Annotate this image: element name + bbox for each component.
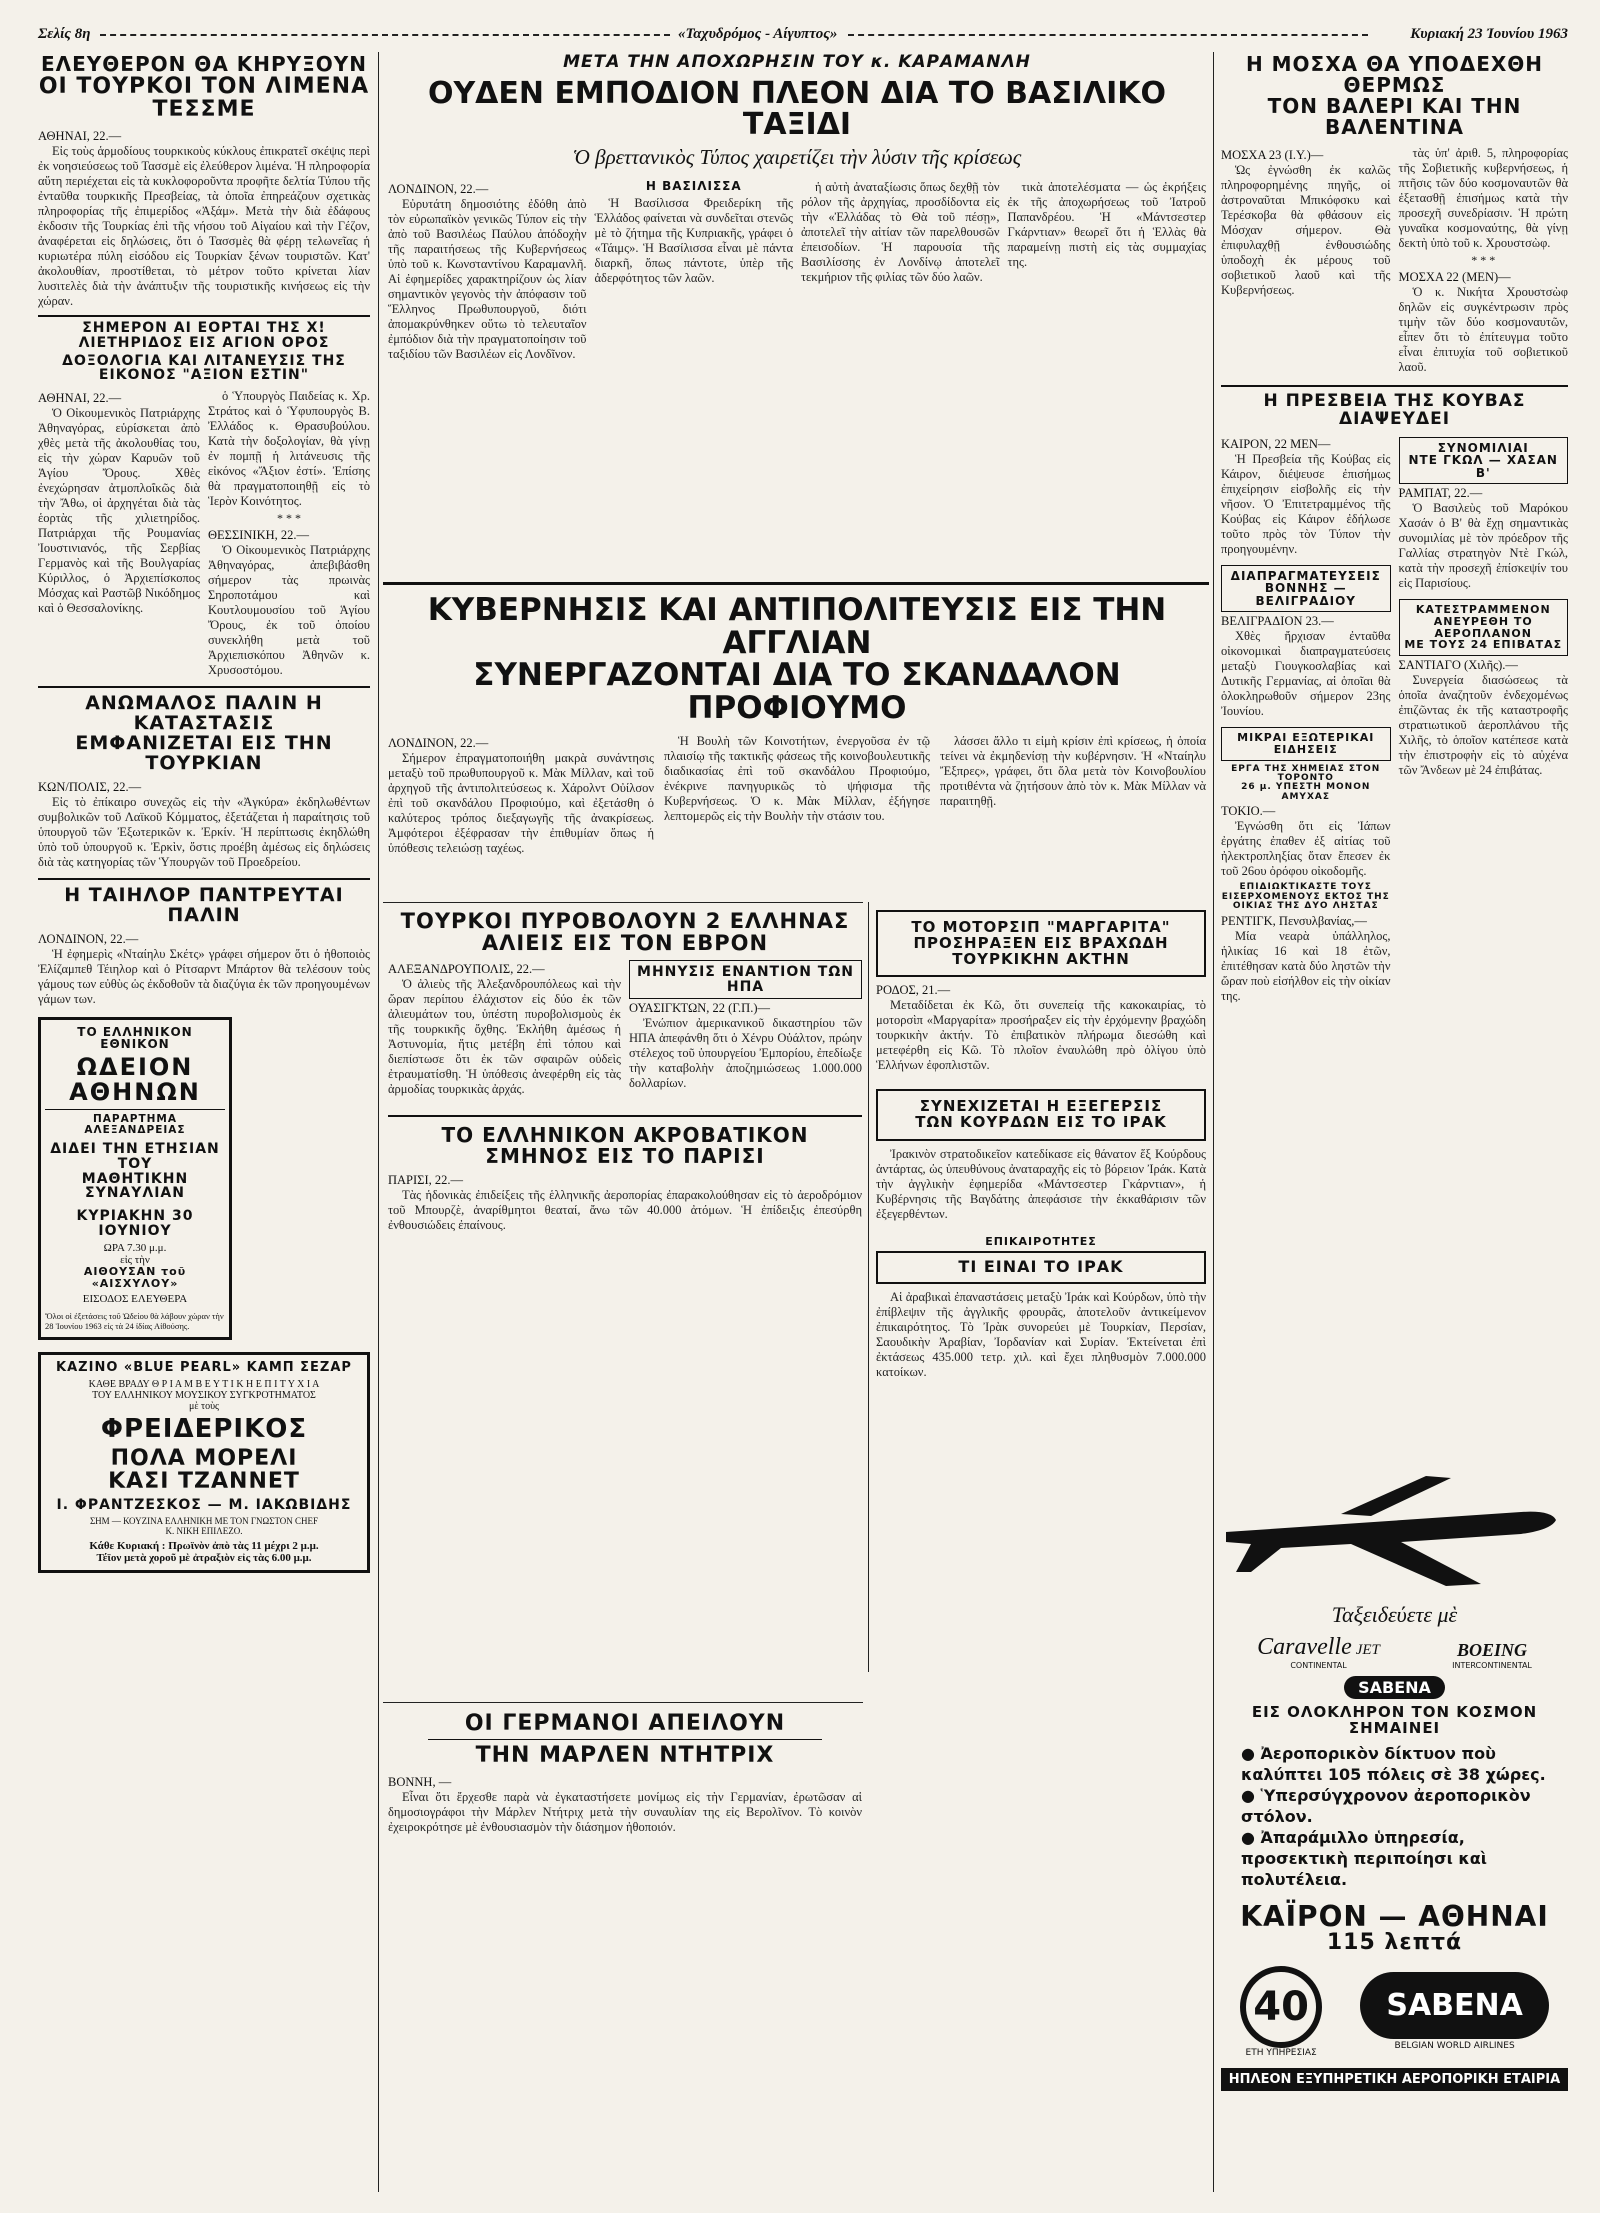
article-headline: ΕΛΕΥΘΕΡΟΝ ΘΑ ΚΗΡΥΞΟΥΝ <box>41 54 367 76</box>
article-text: λάσσει ἄλλο τι εἰμὴ κρίσιν ἐπὶ κρίσεως, ἡ ὁποία τείνει νὰ ἐκμηδενίσῃ τὴν κυβέρνησιν. Ἡ «Νταίηλυ Ἔξπρες», γράφει, ὅτι ὅλα μετὰ τὸν Κοινοβουλίου προτιθέντα νὰ ζητήσουν ἀπὸ τὸν κ. Μὰκ Μίλλαν νὰ παραιτηθῇ. <box>940 734 1206 809</box>
article-text: Εἰς τοὺς ἁρμοδίους τουρκικοὺς κύκλους ἐπικρατεῖ σκέψις περὶ ἐκ νοησιεύσεως τοῦ Τασσμὲ εἰς ἐλεύθερον λιμένα. Ἡ πληροφορία αὕτη περιέχεται εἰς τὰ κυκλοφοροῦντα προφῆτε δελτία Τύπου τῆς ἐνταῦθα τουρκικῆς Πρεσβείας, τὰ ὁποῖα ἐπηρεάζουν σχετικὰς πληροφορίας τῆς ἐπιμερίδος «Ἀξάμ». Μετὰ τὴν διὰ ἐδάφους ἐκδοσιν τῆς Τουρκίας ἐπὶ τῆς νήσου τοῦ Αἰγαίου καὶ τὴν Γέζον, ἀναφέρεται εἰς δηλώσεις, ὅτι ὁ Τασσμὲς θὰ φέρῃ τελωνεῖας ἡ κυριωτέρα πύλη εἰσόδου εἰς Τουρκίαν ξένων τουριστῶν. Κατ' ἀκολουθίαν, προστίθεται, τὸ μέτρον τοῦτο κρίνεται λίαν λυσιτελὲς διὰ τὴν ἀνάπτυξιν τῆς τουριστικῆς κινήσεως εἰς τὴν χώραν. <box>38 144 370 309</box>
dateline: ΚΩΝ/ΠΟΛΙΣ, 22.— <box>38 779 142 794</box>
ad-footer: ΗΠΛΕΟΝ ΕΞΥΠΗΡΕΤΙΚΗ ΑΕΡΟΠΟΡΙΚΗ ΕΤΑΙΡΙΑ <box>1221 2068 1568 2091</box>
article-headline: ΒΟΝΝΗΣ — ΒΕΛΙΓΡΑΔΙΟΥ <box>1255 581 1356 608</box>
article-headline: ΣΜΗΝΟΣ ΕΙΣ ΤΟ ΠΑΡΙΣΙ <box>485 1144 765 1169</box>
issue-date: Κυριακή 23 Ἰουνίου 1963 <box>1410 26 1568 42</box>
dateline: ΡΑΜΠΑΤ, 22.— <box>1398 486 1483 501</box>
article-text: Ἰρακινὸν στρατοδικεῖον κατεδίκασε εἰς θάνατον ἕξ Κούρδους ἀντάρτας, ὡς ὑπευθύνους ἀναταραχῆς εἰς τὸ βόρειον Ἰράκ. Κατὰ τὴν ἀγγλικὴν ἐφημερίδα «Μάντσεστερ Γκάρντιαν», ἡ Κυβέρνησις τῆς Βαγδάτης ἀπεφάσισε τὴν ἐκκαθάρισιν τῶν ἐξεγερθέντων. <box>876 1146 1206 1221</box>
newspaper-page <box>38 22 1568 2192</box>
dateline: ΚΑΙΡΟΝ, 22 ΜΕΝ— <box>1221 436 1331 451</box>
boeing-wordmark: BOEING <box>1456 1640 1527 1660</box>
dateline: ΜΟΣΧΑ 22 (ΜΕΝ)— <box>1398 270 1511 284</box>
article-text: ἡ αὐτὴ ἀναταξίωσις ὅπως δεχθῇ τὸν ρόλον τῆς ἀρχηγίας, προσδίδοντα εἰς τὴν «Ἐλλάδας τὸ Θὰ τοῦ πέσῃ», ἀποτελεῖ τὴν αἰτίαν τῶν παρελθουσῶν ἐπεισοδίων. Ἡ παρουσία τῆς Βασιλίσσης ἐν Λονδίνῳ ἀποτελεῖ τεκμήριον τῆς φιλίας τῶν δύο λαῶν. <box>801 179 1000 284</box>
article-headline: ΣΥΝΕΡΓΑΖΟΝΤΑΙ ΔΙΑ ΤΟ ΣΚΑΝΔΑΛΟΝ ΠΡΟΦΙΟΥΜΟ <box>473 657 1121 726</box>
list-item: ● Ὑπερσύγχρονον ἀεροπορικὸν στόλον. <box>1241 1785 1568 1827</box>
kicker: ΕΠΙΚΑΙΡΟΤΗΤΕΣ <box>985 1234 1097 1248</box>
article-text: Ὁ Βασιλεὺς τοῦ Μαρόκου Χασάν ὁ Β' θὰ ἔχῃ σημαντικὰς συνομιλίας μὲ τὸν πρόεδρον τῆς Γαλλίας στρατηγὸν Ντὲ Γκώλ, κατὰ τὴν προσεχῆ ἐπίσκεψίν του εἰς Παρισίους. <box>1398 501 1568 591</box>
center-dietrich-article <box>388 1712 862 2192</box>
dateline: ΑΘΗΝΑΙ, 22.— <box>38 390 122 405</box>
dateline: ΡΕΝΤΙΓΚ, Πενσυλβανίας,— <box>1221 913 1367 928</box>
article-text: Εἰς τὸ ἐπίκαιρο συνεχῶς εἰς τὴν «Ἀγκύρα» ἐκδηλωθέντων συμβολικῶν τοῦ Λαϊκοῦ Κόμματος, ἐξετάζεται ἡ παραίτησις τοῦ ὑπουργοῦ τῶν Ἐξωτερικῶν κ. Ἐρκίν. Ἡ περίπτωσις ἐκηδλώθη ὑπὸ τοῦ ὑπουργοῦ κ. Ἐρκὶν, ὅστις προέβη ἀμέσως εἰς δηλώσεις διὰ τὰς κατηγορίας τῶν Ὑπουργῶν τοῦ Προεδρείου. <box>38 794 370 869</box>
article-text: Ὁ Οἰκουμενικὸς Πατριάρχης Ἀθηναγόρας, ἀπεβιβάσθη σήμερον τὰς πρωινὰς Σηροποτάμου καὶ Κουτλουμουσίου τοῦ Ἁγίου Ὄρους, ἐκ τοῦ ὁποίου συνεκλήθη μετὰ τοῦ Ἀρχιεπισκόπου Ἀθηνῶν κ. Χρυσοστόμου. <box>208 542 370 677</box>
ad-blue-pearl: ΚΑΖΙΝΟ «BLUE PEARL» ΚΑΜΠ ΣΕΖΑΡ ΚΑΘΕ ΒΡΑΔΥ Θ Ρ Ι Α Μ Β Ε Υ Τ Ι Κ Η Ε Π Ι Τ Υ Χ Ι Α ΤΟΥ ΕΛΛΗΝΙΚΟΥ ΜΟΥΣΙΚΟΥ ΣΥΓΚΡΟΤΗΜΑΤΟΣ μὲ τοὺς ΦΡΕΙΔΕΡΙΚΟΣ ΠΟΛΑ ΜΟΡΕΛΙ ΚΑΣΙ ΤΖΑΝΝΕΤ Ι. ΦΡΑΝΤΖΕΣΚΟΣ — Μ. ΙΑΚΩΒΙΔΗΣ ΣΗΜ — ΚΟΥΖΙΝΑ ΕΛΛΗΝΙΚΗ ΜΕ ΤΟΝ ΓΝΩΣΤΟΝ CHEF Κ. ΝΙΚΗ ΕΠΙΛΕΖΟ. Κάθε Κυριακή : Πρωϊνὸν ἀπὸ τὰς 11 μέχρι 2 μ.μ. Τέϊον μετὰ χοροῦ μὲ ἀτραξιὸν εἰς τὰς 6.00 μ.μ. <box>38 1352 370 1573</box>
page-number: Σελίς 8η <box>38 26 91 42</box>
article-headline: ΜΗΝΥΣΙΣ ΕΝΑΝΤΙΟΝ ΤΩΝ ΗΠΑ <box>637 964 854 995</box>
article-text: Ὁ ἀλιεὺς τῆς Ἀλεξανδρουπόλεως καὶ τὴν ὥραν περίπου ἐλάχιστον εἰς δύο ἐκ τῶν ἀλιευμάτων του, ὑπέστη πυροβολισμοὺς ἐκ τῆς τουρκικῆς ὄχθης. Ἐκλήθη ἀμέσως ἡ Ἀστυνομία, ἥτις μετέβη ἐπὶ τόπου καὶ διεπίστωσε ὅτι ἐκ τῶν σφαιρῶν οὐδεὶς ἐτραυματίσθη. Ἡ ὑπόθεσις ἀνεφέρθη εἰς τὰς ἀρμοδίας τουρκικὰς ἀρχάς. <box>388 977 621 1097</box>
dateline: ΛΟΝΔΙΝΟΝ, 22.— <box>388 736 489 751</box>
dateline: ΣΑΝΤΙΑΓΟ (Χιλῆς).— <box>1398 657 1518 672</box>
sabena-logo: SABENA <box>1360 1972 1549 2039</box>
subhead: Η ΒΑΣΙΛΙΣΣΑ <box>645 178 742 193</box>
dateline: ΒΟΝΝΗ, — <box>388 1775 452 1790</box>
dateline: ΑΘΗΝΑΙ, 22.— <box>38 129 122 144</box>
ad-odeion: ΤΟ ΕΛΛΗΝΙΚΟΝ ΕΘΝΙΚΟΝ ΩΔΕΙΟΝ ΑΘΗΝΩΝ ΠΑΡΑΡΤΗΜΑ ΑΛΕΞΑΝΔΡΕΙΑΣ ΔΙΔΕΙ ΤΗΝ ΕΤΗΣΙΑΝ ΤΟΥ ΜΑΘΗΤΙΚΗΝ ΣΥΝΑΥΛΙΑΝ ΚΥΡΙΑΚΗΝ 30 ΙΟΥΝΙΟΥ ΩΡΑ 7.30 μ.μ. εἰς τὴν ΑΙΘΟΥΣΑΝ τοῦ «ΑΙΣΧΥΛΟΥ» ΕΙΣΟΔΟΣ ΕΛΕΥΘΕΡΑ Ὅλοι οἱ ἐξετάσεις τοῦ Ὠδείου θὰ λάβουν χώραν τὴν 28 Ἰουνίου 1963 εἰς τὰ 24 ἰδίας Αἰθούσης. <box>38 1017 232 1341</box>
subheadline: Ὁ βρεττανικὸς Τύπος χαιρετίζει τὴν λύσιν τῆς κρίσεως <box>572 144 1022 169</box>
list-item: ● Ἀεροπορικὸν δίκτυον ποὺ καλύπτει 105 πόλεις σὲ 38 χώρες. <box>1241 1743 1568 1785</box>
article-text: Ὁ Οἰκουμενικὸς Πατριάρχης Ἀθηναγόρας, εὑρίσκεται ἀπὸ χθὲς μετὰ τῆς ἀκολουθίας του, εἰς τὴν χώραν Καρυῶν τοῦ Ἁγίου Ὄρους. Χθὲς ἐνεχώρησαν ἀτμοπλοΐκῶς διὰ τὴν Ἄθω, οἱ ἀρχηγέται διὰ τὰς ἑορτὰς τῆς χιλιετηρίδος. Πατριάρχαι τῆς Ρουμανίας Ἰουστινιανός, τῆς Σερβίας Γερμανὸς καὶ τῆς Βουλγαρίας Κύριλλος, ὁ Ἀρχιεπίσκοπος Μόσχας καὶ Ραστῶβ Νικόδημος καὶ ὁ Θεσσαλονίκης. <box>38 405 200 615</box>
article-headline: ΚΥΒΕΡΝΗΣΙΣ ΚΑΙ ΑΝΤΙΠΟΛΙΤΕΥΣΙΣ ΕΙΣ ΤΗΝ ΑΓΓΛΙΑΝ <box>427 594 1167 661</box>
caravelle-wordmark: Caravelle <box>1257 1634 1352 1660</box>
article-headline: Η ΠΡΕΣΒΕΙΑ ΤΗΣ ΚΟΥΒΑΣ ΔΙΑΨΕΥΔΕΙ <box>1263 391 1526 429</box>
dateline: ΡΟΔΟΣ, 21.— <box>876 983 951 998</box>
article-headline: ΤΗΝ ΜΑΡΛΕΝ ΝΤΗΤΡΙΧ <box>475 1743 775 1769</box>
article-headline: ΣΥΝΕΧΙΖΕΤΑΙ Η ΕΞΕΓΕΡΣΙΣ <box>919 1097 1163 1116</box>
kicker: ΜΕΤΑ ΤΗΝ ΑΠΟΧΩΡΗΣΙΝ ΤΟΥ κ. ΚΑΡΑΜΑΝΛΗ <box>563 54 1031 72</box>
dateline: ΛΟΝΔΙΝΟΝ, 22.— <box>38 931 139 946</box>
article-text: Εἶναι ὅτι ἔρχεσθε παρὰ νὰ ἐγκαταστήσετε μονίμως εἰς τὴν Γερμανίαν, ἐρωτῶσαν αἱ δημοσιογράφοι τὴν Μάρλεν Ντήτριχ μετὰ τὴν συναυλίαν της εἰς Βερολῖνον. Τὸ κοινὸν ἐχειροκρότησε μὲ ἐνθουσιασμὸν τὴν διάσημον ἠθοποιόν. <box>388 1790 862 1835</box>
article-headline: ΣΥΝΟΜΙΛΙΑΙ <box>1437 440 1529 455</box>
jet-airplane-icon <box>1221 1472 1561 1592</box>
ad-title: Ταξειδεύετε μὲ <box>1331 1602 1458 1627</box>
article-text: Ἡ Πρεσβεία τῆς Κούβας εἰς Κάιρον, διέψευσε ἐπισήμως ἐπιχείρησιν εἰσβολῆς εἰς τὴν νῆσον. Ὁ Ἐπιτετραμμένος τῆς Κούβας εἰς Κάιρον ἐδήλωσε τοῦτο πρὸς τὸν Τύπον τὴν προηγουμένην. <box>1221 451 1391 556</box>
route: ΚΑΪΡΟΝ — ΑΘΗΝΑΙ <box>1240 1899 1549 1933</box>
article-headline: ΤΟ ΕΛΛΗΝΙΚΟΝ ΑΚΡΟΒΑΤΙΚΟΝ <box>441 1123 809 1148</box>
article-headline: ΤΙ ΕΙΝΑΙ ΤΟ ΙΡΑΚ <box>958 1257 1124 1277</box>
article-text: Ἐνώπιον ἀμερικανικοῦ δικαστηρίου τῶν ΗΠΑ ἀπεφάνθη ὅτι ὁ Χένρυ Οὐάλτον, πρώην στέλεχος τοῦ ὑπουργείου Ἐμπορίου, ἐπεδίωξε τὴν καταβολὴν ἀποζημιώσεως 1.000.000 δολλαρίων. <box>629 1016 862 1091</box>
ad-title: ΚΑΖΙΝΟ «BLUE PEARL» ΚΑΜΠ ΣΕΖΑΡ <box>56 1360 352 1376</box>
article-headline: ΤΟΝ ΒΑΛΕΡΙ ΚΑΙ ΤΗΝ ΒΑΛΕΝΤΙΝΑ <box>1267 94 1522 139</box>
article-headline: ΤΩΝ ΚΟΥΡΔΩΝ ΕΙΣ ΤΟ ΙΡΑΚ <box>915 1113 1167 1131</box>
center-right-stack <box>876 910 1206 2010</box>
list-item: ● Ἀπαράμιλλο ὑπηρεσία, προσεκτικὴ περιποίησι καὶ πολυτέλεια. <box>1241 1827 1568 1890</box>
article-headline: ΔΙΑΠΡΑΓΜΑΤΕΥΣΕΙΣ <box>1230 568 1381 583</box>
brief-kicker: ΕΡΓΑ ΤΗΣ ΧΗΜΕΙΑΣ ΣΤΟΝ ΤΟΡΟΝΤΟ <box>1231 763 1381 783</box>
article-headline: ΟΥΔΕΝ ΕΜΠΟΔΙΟΝ ΠΛΕΟΝ ΔΙΑ ΤΟ ΒΑΣΙΛΙΚΟ ΤΑΞΙΔΙ <box>427 75 1167 143</box>
article-headline: ΜΙΚΡΑΙ ΕΞΩΤΕΡΙΚΑΙ ΕΙΔΗΣΕΙΣ <box>1237 731 1375 757</box>
masthead <box>38 22 1568 48</box>
article-headline: ΟΙ ΓΕΡΜΑΝΟΙ ΑΠΕΙΛΟΥΝ <box>464 1712 786 1736</box>
price: 115 λεπτά <box>1326 1929 1463 1955</box>
article-headline: ΤΟΥΡΚΟΙ ΠΥΡΟΒΟΛΟΥΝ 2 ΕΛΛΗΝΑΣ ΑΛΙΕΙΣ ΕΙΣ ΤΟΝ ΕΒΡΟΝ <box>400 910 850 956</box>
article-headline: ΣΗΜΕΡΟΝ ΑΙ ΕΟΡΤΑΙ ΤΗΣ Χ! ΛΙΕΤΗΡΙΔΟΣ ΕΙΣ ΑΓΙΟΝ ΟΡΟΣ <box>78 320 330 351</box>
article-text: Χθὲς ἤρχισαν ἐνταῦθα οἰκονομικαὶ διαπραγματεύσεις μεταξὺ Γιουγκοσλαβίας καὶ Δυτικῆς Γερμανίας, αἱ ὁποῖαι θὰ ὁλοκληρωθοῦν σήμερον 23ης Ἰουνίου. <box>1221 629 1391 719</box>
article-text: τὰς ὑπ' ἀριθ. 5, πληροφορίας τῆς Σοβιετικῆς κυβερνήσεως, ἡ πτῆσις τῶν δύο κοσμοναυτῶν θὰ ἐξετασθῇ ἐπισήμως κατὰ τὴν προσεχῆ συνεδρίασιν. Ἡ πρώτη γυναῖκα κοσμοναύτης, θὰ γίνῃ δεκτὴ ὑπὸ τοῦ κ. Χρουστσὼφ. <box>1398 146 1568 250</box>
sabena-badge: SABENA <box>1344 1676 1445 1699</box>
brief-kicker: 26 μ. ΥΠΕΣΤΗ ΜΟΝΟΝ ΑΜΥΧΑΣ <box>1241 782 1371 802</box>
article-text: ὁ Ὑπουργὸς Παιδείας κ. Χρ. Στράτος καὶ ὁ Ὑφυπουργὸς Β. Ἐλλάδος κ. Θρασυβούλου. Κατὰ τὴν δοξολογίαν, θὰ γίνῃ ἐν πομπῇ ἡ λιτάνευσις τῆς εἰκόνος «Ἄξιον ἐστί». Ἐπίσης θὰ πραγματοποιηθῇ εἰς τὸ Ἱερὸν Κοινότητος. <box>208 388 370 508</box>
dateline: ΘΕΣΣΙΝΙΚΗ, 22.— <box>208 527 309 542</box>
article-headline: ΜΕ ΤΟΥΣ 24 ΕΠΙΒΑΤΑΣ <box>1404 638 1563 652</box>
article-text: τικὰ ἀποτελέσματα — ὡς ἐκρήξεις ἐκ τῆς ἀποχωρήσεως τοῦ Ἰατροῦ Παπανδρέου. Ἡ «Μάντσεστερ Γκάρντιαν» θεωρεῖ ὅτι ἡ Ἑλλὰς θὰ παραμείνῃ πιστὴ εἰς τὰς συμμαχίας της. <box>1007 179 1206 269</box>
anniversary-badge: 40 <box>1240 1966 1322 2048</box>
article-text: Ὡς ἐγνώσθη ἐκ καλῶς πληροφορημένης πηγῆς, οἱ ἀστροναῦται Μπικόφσκυ καὶ Τερέσκοβα θὰ φθάσουν εἰς Μόσχαν σήμερον. Θὰ ἐπιφυλαχθῇ ἐνθουσιώδης ὑποδοχὴ ἐκ μέρους τοῦ σοβιετικοῦ λαοῦ καὶ τῆς Κυβερνήσεως. <box>1221 163 1391 297</box>
dateline: ΜΟΣΧΑ 23 (Ι.Υ.)— <box>1221 148 1324 162</box>
center-left-stack <box>388 910 862 1690</box>
article-text: Ἡ Βουλὴ τῶν Κοινοτήτων, ἐνεργοῦσα ἐν τῷ πλαισίῳ τῆς τακτικῆς φάσεως τῆς κοινοβουλευτικῆς διαδικασίας ἐπὶ τοῦ σκανδάλου Προφιούμο, ἐνέκρινε πανηγυρικῶς τὸ ψήφισμα τῆς Κυβερνήσεως. Ὁ κ. Μὰκ Μίλλαν, ἐξήγησε λεπτομερῶς εἰς τὴν Βουλὴν τὴν στάσιν του. <box>664 734 930 824</box>
article-headline: Η ΜΟΣΧΑ ΘΑ ΥΠΟΔΕΧΘΗ ΘΕΡΜΩΣ <box>1245 54 1544 97</box>
article-headline: ΠΡΟΣΗΡΑΞΕΝ ΕΙΣ ΒΡΑΧΩΔΗ <box>913 933 1169 952</box>
dateline: ΒΕΛΙΓΡΑΔΙΟΝ 23.— <box>1221 614 1334 629</box>
dateline: ΠΑΡΙΣΙ, 22.— <box>388 1173 463 1188</box>
center-big-article <box>388 594 1206 894</box>
article-headline: ΔΟΞΟΛΟΓΙΑ ΚΑΙ ΛΙΤΑΝΕΥΣΙΣ ΤΗΣ ΕΙΚΟΝΟΣ "ΑΞΙΟΝ ΕΣΤΙΝ" <box>62 352 346 384</box>
article-text: Μεταδίδεται ἐκ Κῶ, ὅτι συνεπείᾳ τῆς κακοκαιρίας, τὸ μοτορσὶπ «Μαργαρίτα» προσήραξεν εἰς τὴν ἐρχόμενην βραχώδη τουρκικὴν ἀκτήν. Τὸ ἐπιβατικὸν πλήρωμα διεσώθη καὶ μετεφέρθη εἰς Κῶ. Τὸ πλοῖον ἐναυλώθη πρὸ ὀλίγου ὑπὸ Ἑλλήνων ἐφοπλιστῶν. <box>876 998 1206 1073</box>
article-headline: ΤΟΥΡΚΙΚΗΝ ΑΚΤΗΝ <box>952 949 1130 968</box>
article-headline: ΚΑΤΕΣΤΡΑΜΜΕΝΟΝ <box>1415 603 1551 617</box>
ad-title: ΩΔΕΙΟΝ ΑΘΗΝΩΝ <box>69 1052 201 1106</box>
dateline: ΑΛΕΞΑΝΔΡΟΥΠΟΛΙΣ, 22.— <box>388 962 545 977</box>
dateline: ΛΟΝΔΙΝΟΝ, 22.— <box>388 181 489 196</box>
article-headline: ΕΜΦΑΝΙΖΕΤΑΙ ΕΙΣ ΤΗΝ ΤΟΥΡΚΙΑΝ <box>75 731 333 774</box>
article-headline: ΟΙ ΤΟΥΡΚΟΙ ΤΟΝ ΛΙΜΕΝΑ ΤΕΣΣΜΕ <box>38 74 370 123</box>
paper-title: «Ταχυδρόμος - Αίγυπτος» <box>678 26 838 42</box>
ad-sabena: Ταξειδεύετε μὲ Caravelle JET CONTINENTAL BOEING INTERCONTINENTAL SABENA ΕΙΣ ΟΛΟΚΛΗΡΟΝ ΤΟΝ ΚΟΣΜΟΝ ΣΗΜΑΙΝΕΙ ● Ἀεροπορικὸν δίκτυον ποὺ καλύπτει 105 πόλεις σὲ 38 χώρες. ● Ὑπερσύγχρονον ἀεροπορικὸν στόλον. ● Ἀπαράμιλλο ὑπηρεσία, προσεκτικὴ περιποίησι καὶ πολυτέλεια. ΚΑΪΡΟΝ — ΑΘΗΝΑΙ 115 λεπτά 40 ΕΤΗ ΥΠΗΡΕΣΙΑΣ SABENA BELGIAN WORLD AIRLINES ΗΠΛΕΟΝ ΕΞΥΠΗΡΕΤΙΚΗ ΑΕΡΟΠΟΡΙΚΗ ΕΤΑΙΡΙΑ <box>1221 1472 1568 2192</box>
article-text: Τὰς ἡδονικὰς ἐπιδείξεις τῆς ἑλληνικῆς ἀεροπορίας ἐπαρακολούθησαν εἰς τὸ ἀεροδρόμιον τοῦ Μπουρζὲ, ἀναρίθμητοι θεαταί, ἄνω τῶν 40.000 ἀτόμων. Ἡ ἐπίδειξις ἐπεσύρθη ἐνθουσιώδεις ἐπαίνους. <box>388 1188 862 1233</box>
article-text: Συνεργεία διασώσεως τὰ ὁποῖα ἀναζητοῦν ἐνδεχομένως ἐπιζῶντας ἐκ τῆς καταστροφῆς στρατιωτικοῦ ἀεροπλάνου τῆς Χιλῆς, τὸ ὁποῖον κατέπεσε κατὰ τὴν ἐπιστροφὴν εἰς τὸ αὐχένα τῶν Ἄνδεων μὲ 24 ἐπιβάτας. <box>1398 672 1568 777</box>
article-headline: Η ΤΑΙΗΛΟΡ ΠΑΝΤΡΕΥΤΑΙ ΠΑΛΙΝ <box>64 883 344 926</box>
article-text: Ὁ κ. Νικήτα Χρουστσὼφ δηλῶν εἰς συγκέντρωσιν πρὸς τιμὴν τῶν δύο κοσμοναυτῶν, εἶπεν ὅτι τὸ ἐπίτευγμα τοῦτο εἶναι ἐπιτυχία τοῦ σοβιετικοῦ λαοῦ. <box>1398 285 1568 374</box>
dateline: ΟΥΑΣΙΓΚΤΩΝ, 22 (Γ.Π.)— <box>629 1001 770 1016</box>
brief-kicker: ΕΠΙΔΙΩΚΤΙΚΑΣΤΕ ΤΟΥΣ ΕΙΣΕΡΧΟΜΕΝΟΥΣ ΕΚΤΟΣ ΤΗΣ ΟΙΚΙΑΣ ΤΗΣ ΔΥΟ ΛΗΣΤΑΣ <box>1221 882 1390 912</box>
article-text: Σήμερον ἐπραγματοποιήθη μακρὰ συνάντησις μεταξὺ τοῦ πρωθυπουργοῦ κ. Μὰκ Μίλλαν, καὶ τοῦ ἀρχηγοῦ τῆς ἀντιπολιτεύσεως κ. Χάρολντ Οὐίλσον ἐπὶ τοῦ σκανδάλου Προφιούμο, καὶ ἐξετάσθη ὁ καλύτερος τρόπος διεξαγωγῆς τῆς ἀνακρίσεως. Ἀμφότεροι ἐξέφρασαν τὴν ἐπιθυμίαν ὅπως ἡ ὑπόθεσις τελειώσῃ ταχέως. <box>388 751 654 856</box>
center-top-article <box>388 54 1206 614</box>
article-text: Ἐγνώσθη ὅτι εἰς Ἰάπων ἐργάτης ἐπαθεν ἐξ αἰτίας τοῦ ἠλεκτροπληξίας ὅταν ἔπεσεν ἐκ τοῦ 26ου ὀρόφου οἰκοδομῆς. <box>1221 819 1391 879</box>
article-headline: ΑΝΩΜΑΛΟΣ ΠΑΛΙΝ Η ΚΑΤΑΣΤΑΣΙΣ <box>85 691 323 734</box>
article-text: Αἱ ἀραβικαὶ ἐπαναστάσεις μεταξὺ Ἰράκ καὶ Κούρδων, ὑπὸ τὴν ἐπίβλεψιν τῆς ἀγγλικῆς φρουρᾶς, ἀποτελοῦν ἀντικείμενον ἐπικαιρότητος. Τὸ Ἰρὰκ συνορεύει μὲ Τουρκίαν, Περσίαν, Σαουδικὴν Ἀραβίαν, Ἰορδανίαν καὶ Συρίαν. Ἐκτείνεται ἐπὶ ἐκτάσεως 435.000 τετρ. χιλ. καὶ ἔχει πληθυσμὸν 7.000.000 κατοίκων. <box>876 1290 1206 1380</box>
article-headline: ΤΟ ΜΟΤΟΡΣΙΠ "ΜΑΡΓΑΡΙΤΑ" <box>911 918 1171 936</box>
article-text: Ἡ ἐφημερὶς «Νταίηλυ Σκέτς» γράφει σήμερον ὅτι ὁ ἠθοποιὸς Ἐλίζαμπεθ Τέιηλορ καὶ ὁ Ρίτσαρντ Μπάρτον θὰ τελέσουν τοὺς γάμους των εὐθὺς ὡς ἐκδοθοῦν τὰ διαζύγια ἐκ τῶν προηγουμένων γάμων των. <box>38 946 370 1006</box>
right-column: Η ΜΟΣΧΑ ΘΑ ΥΠΟΔΕΧΘΗ ΘΕΡΜΩΣ ΤΟΝ ΒΑΛΕΡΙ ΚΑΙ ΤΗΝ ΒΑΛΕΝΤΙΝΑ ΜΟΣΧΑ 23 (Ι.Υ.)— Ὡς ἐγνώσθη ἐκ καλῶς πληροφορημένης πηγῆς, οἱ ἀστροναῦται Μπικόφσκυ καὶ Τερέσκοβα θὰ φθάσουν εἰς Μόσχαν σήμερον. Θὰ ἐπιφυλαχθῇ ἐνθουσιώδης ὑποδοχὴ ἐκ μέρους τοῦ σοβιετικοῦ λαοῦ καὶ τῆς Κυβερνήσεως. τὰς ὑπ' ἀριθ. 5, πληροφορίας τῆς Σοβιετικῆς κυβερνήσεως, ἡ πτῆσις τῶν δύο κοσμοναυτῶν θὰ ἐξετασθῇ ἐπισήμως κατὰ τὴν προσεχῆ συνεδρίασιν. Ἡ πρώτη γυναῖκα κοσμοναύτης, θὰ γίνῃ δεκτὴ ὑπὸ τοῦ κ. Χρουστσὼφ. * * * ΜΟΣΧΑ 22 (ΜΕΝ)— Ὁ κ. Νικήτα Χρουστσὼφ δηλῶν εἰς συγκέντρωσιν πρὸς τιμὴν τῶν δύο κοσμοναυτῶν, εἶπεν ὅτι τὸ ἐπίτευγμα τοῦτο εἶναι ἐπιτυχία τοῦ σοβιετικοῦ λαοῦ. Η ΠΡΕΣΒΕΙΑ ΤΗΣ ΚΟΥΒΑΣ ΔΙΑΨΕΥΔΕΙ ΚΑΙΡΟΝ, 22 ΜΕΝ— Ἡ Πρεσβεία τῆς Κούβας εἰς Κάιρον, διέψευσε ἐπισήμως ἐπιχείρησιν εἰσβολῆς εἰς τὴν νῆσον. Ὁ Ἐπιτετραμμένος τῆς Κούβας εἰς Κάιρον ἐδήλωσε τοῦτο πρὸς τὸν Τύπον τὴν προηγουμένην. ΔΙΑΠΡΑΓΜΑΤΕΥΣΕΙΣ ΒΟΝΝΗΣ — ΒΕΛΙΓΡΑΔΙΟΥ ΒΕΛΙΓΡΑΔΙΟΝ 23.— Χθὲς ἤρχισαν ἐνταῦθα οἰκονομικαὶ διαπραγματεύσεις μεταξὺ Γιουγκοσλαβίας καὶ Δυτικῆς Γερμανίας, αἱ ὁποῖαι θὰ ὁλοκληρωθοῦν σήμερον 23ης Ἰουνίου. ΜΙΚΡΑΙ ΕΞΩΤΕΡΙΚΑΙ ΕΙΔΗΣΕΙΣ ΕΡΓΑ ΤΗΣ ΧΗΜΕΙΑΣ ΣΤΟΝ ΤΟΡΟΝΤΟ 26 μ. ΥΠΕΣΤΗ ΜΟΝΟΝ ΑΜΥΧΑΣ ΤΟΚΙΟ.— Ἐγνώσθη ὅτι εἰς Ἰάπων ἐργάτης ἐπαθεν ἐξ αἰτίας τοῦ ἠλεκτροπληξίας ὅταν ἔπεσεν ἐκ τοῦ 26ου ὀρόφου οἰκοδομῆς. ΕΠΙΔΙΩΚΤΙΚΑΣΤΕ ΤΟΥΣ ΕΙΣΕΡΧΟΜΕΝΟΥΣ ΕΚΤΟΣ ΤΗΣ ΟΙΚΙΑΣ ΤΗΣ ΔΥΟ ΛΗΣΤΑΣ ΡΕΝΤΙΓΚ, Πενσυλβανίας,— Μία νεαρὰ ὑπάλληλος, ἡλικίας 16 καὶ 18 ἐτῶν, ἐπιτέθησαν κατὰ δύο ληστῶν τὴν ὥραν ποὺ εἰσήλθον εἰς τὴν οἰκίαν της. ΣΥΝΟΜΙΛΙΑΙ ΝΤΕ ΓΚΩΛ — ΧΑΣΑΝ Β' ΡΑΜΠΑΤ, 22.— Ὁ Βασιλεὺς τοῦ Μαρόκου Χασάν ὁ Β' θὰ ἔχῃ σημαντικὰς συνομιλίας μὲ τὸν πρόεδρον τῆς Γαλλίας στρατηγὸν Ντὲ Γκώλ, κατὰ τὴν προσεχῆ ἐπίσκεψίν του εἰς Παρισίους. ΚΑΤΕΣΤΡΑΜΜΕΝΟΝ ΑΝΕΥΡΕΘΗ ΤΟ ΑΕΡΟΠΛΑΝΟΝ ΜΕ ΤΟΥΣ 24 ΕΠΙΒΑΤΑΣ ΣΑΝΤΙΑΓΟ (Χιλῆς).— Συνεργεία διασώσεως τὰ ὁποῖα ἀναζητοῦν ἐνδεχομένως ἐπιζῶντας ἐκ τῆς καταστροφῆς στρατιωτικοῦ ἀεροπλάνου τῆς Χιλῆς, τὸ ὁποῖον κατέπεσε κατὰ τὴν ἐπιστροφὴν εἰς τὸ αὐχένα τῶν Ἄνδεων μὲ 24 ἐπιβάτας. <box>1221 54 1568 1003</box>
article-text: Ἡ Βασίλισσα Φρειδερίκη τῆς Ἑλλάδος φαίνεται νὰ συνδεῖται στενῶς μὲ τὸ ζήτημα τῆς Κυπριακῆς, γράφει ὁ «Τάιμς». Ἡ Βασίλισσα εἶναι μὲ πάντα διαρκῆ, ὅπως πάντοτε, ὑπὲρ τῆς ἀδερφότητος τῶν λαῶν. <box>594 196 793 286</box>
article-text: Εὐρυτάτη δημοσιότης ἐδόθη ἀπὸ τὸν εὐρωπαϊκὸν γενικῶς Τύπον εἰς τὴν ἀπὸ τοῦ Βασιλέως Παύλου ἀπόδοχὴν τῆς παραιτήσεως τῆς Κυβερνήσεως ὑπὸ τοῦ κ. Κωνσταντίνου Καραμανλῆ. Αἱ ἐφημερίδες χαρακτηρίζουν ὡς λίαν σημαντικὸν γεγονὸς τὴν ἀπόφασιν τοῦ Ἕλληνος Πρωθυπουργοῦ, διότι ἀπομακρύνθηκεν οὕτω τὸ τελευταῖον ἐμπόδιον διὰ τὴν πραγματοποίησιν τοῦ ταξιδίου τῶν Βασιλέων εἰς Λονδῖνον. <box>388 196 587 361</box>
article-text: Μία νεαρὰ ὑπάλληλος, ἡλικίας 16 καὶ 18 ἐτῶν, ἐπιτέθησαν κατὰ δύο ληστῶν τὴν ὥραν ποὺ εἰσήλθον εἰς τὴν οἰκίαν της. <box>1221 928 1391 1003</box>
article-headline: ΑΝΕΥΡΕΘΗ ΤΟ ΑΕΡΟΠΛΑΝΟΝ <box>1433 615 1533 640</box>
feature-list <box>1221 1743 1568 1890</box>
dateline: ΤΟΚΙΟ.— <box>1221 804 1276 819</box>
article-headline: ΝΤΕ ΓΚΩΛ — ΧΑΣΑΝ Β' <box>1408 453 1558 480</box>
left-column: ΕΛΕΥΘΕΡΟΝ ΘΑ ΚΗΡΥΞΟΥΝ ΟΙ ΤΟΥΡΚΟΙ ΤΟΝ ΛΙΜΕΝΑ ΤΕΣΣΜΕ ΑΘΗΝΑΙ, 22.— Εἰς τοὺς ἁρμοδίους τουρκικοὺς κύκλους ἐπικρατεῖ σκέψις περὶ ἐκ νοησιεύσεως τοῦ Τασσμὲ εἰς ἐλεύθερον λιμένα. Ἡ πληροφορία αὕτη περιέχεται εἰς τὰ κυκλοφοροῦντα προφῆτε δελτία Τύπου τῆς ἐνταῦθα τουρκικῆς Πρεσβείας, τὰ ὁποῖα ἐπηρεάζουν σχετικὰς πληροφορίας τῆς ἐπιμερίδος «Ἀξάμ». Μετὰ τὴν διὰ ἐδάφους ἐκδοσιν τῆς Τουρκίας ἐπὶ τῆς νήσου τοῦ Αἰγαίου καὶ τὴν Γέζον, ἀναφέρεται εἰς δηλώσεις, ὅτι ὁ Τασσμὲς θὰ φέρῃ τελωνεῖας ἡ κυριωτέρα πύλη εἰσόδου εἰς Τουρκίαν ξένων τουριστῶν. Κατ' ἀκολουθίαν, προστίθεται, τὸ μέτρον τοῦτο κρίνεται λίαν λυσιτελὲς διὰ τὴν ἀνάπτυξιν τῆς τουριστικῆς κινήσεως εἰς τὴν χώραν. ΣΗΜΕΡΟΝ ΑΙ ΕΟΡΤΑΙ ΤΗΣ Χ! ΛΙΕΤΗΡΙΔΟΣ ΕΙΣ ΑΓΙΟΝ ΟΡΟΣ ΔΟΞΟΛΟΓΙΑ ΚΑΙ ΛΙΤΑΝΕΥΣΙΣ ΤΗΣ ΕΙΚΟΝΟΣ "ΑΞΙΟΝ ΕΣΤΙΝ" ΑΘΗΝΑΙ, 22.— Ὁ Οἰκουμενικὸς Πατριάρχης Ἀθηναγόρας, εὑρίσκεται ἀπὸ χθὲς μετὰ τῆς ἀκολουθίας του, εἰς τὴν χώραν Καρυῶν τοῦ Ἁγίου Ὄρους. Χθὲς ἐνεχώρησαν ἀτμοπλοΐκῶς διὰ τὴν Ἄθω, οἱ ἀρχηγέται διὰ τὰς ἑορτὰς τῆς χιλιετηρίδος. Πατριάρχαι τῆς Ρουμανίας Ἰουστινιανός, τῆς Σερβίας Γερμανὸς καὶ τῆς Βουλγαρίας Κύριλλος, ὁ Ἀρχιεπίσκοπος Μόσχας καὶ Ραστῶβ Νικόδημος καὶ ὁ Θεσσαλονίκης. ὁ Ὑπουργὸς Παιδείας κ. Χρ. Στράτος καὶ ὁ Ὑφυπουργὸς Β. Ἐλλάδος κ. Θρασυβούλου. Κατὰ τὴν δοξολογίαν, θὰ γίνῃ ἐν πομπῇ ἡ λιτάνευσις τῆς εἰκόνος «Ἄξιον ἐστί». Ἐπίσης θὰ πραγματοποιηθῇ εἰς τὸ Ἱερὸν Κοινότητος. * * * ΘΕΣΣΙΝΙΚΗ, 22.— Ὁ Οἰκουμενικὸς Πατριάρχης Ἀθηναγόρας, ἀπεβιβάσθη σήμερον τὰς πρωινὰς Σηροποτάμου καὶ Κουτλουμουσίου τοῦ Ἁγίου Ὄρους, ἐκ τοῦ ὁποίου συνεκλήθη μετὰ τοῦ Ἀρχιεπισκόπου Ἀθηνῶν κ. Χρυσοστόμου. ΑΝΩΜΑΛΟΣ ΠΑΛΙΝ Η ΚΑΤΑΣΤΑΣΙΣ ΕΜΦΑΝΙΖΕΤΑΙ ΕΙΣ ΤΗΝ ΤΟΥΡΚΙΑΝ ΚΩΝ/ΠΟΛΙΣ, 22.— Εἰς τὸ ἐπίκαιρο συνεχῶς εἰς τὴν «Ἀγκύρα» ἐκδηλωθέντων συμβολικῶν τοῦ Λαϊκοῦ Κόμματος, ἐξετάζεται ἡ παραίτησις τοῦ ὑπουργοῦ τῶν Ἐξωτερικῶν κ. Ἐρκίν. Ἡ περίπτωσις ἐκηδλώθη ὑπὸ τοῦ ὑπουργοῦ κ. Ἐρκὶν, ὅστις προέβη ἀμέσως εἰς δηλώσεις διὰ τὰς κατηγορίας τῶν Ὑπουργῶν τοῦ Προεδρείου. Η ΤΑΙΗΛΟΡ ΠΑΝΤΡΕΥΤΑΙ ΠΑΛΙΝ ΛΟΝΔΙΝΟΝ, 22.— Ἡ ἐφημερὶς «Νταίηλυ Σκέτς» γράφει σήμερον ὅτι ὁ ἠθοποιὸς Ἐλίζαμπεθ Τέιηλορ καὶ ὁ Ρίτσαρντ Μπάρτον θὰ τελέσουν τοὺς γάμους των εὐθὺς ὡς ἐκδοθοῦν τὰ διαζύγια ἐκ τῶν προηγουμένων γάμων των. ΤΟ ΕΛΛΗΝΙΚΟΝ ΕΘΝΙΚΟΝ ΩΔΕΙΟΝ ΑΘΗΝΩΝ ΠΑΡΑΡΤΗΜΑ ΑΛΕΞΑΝΔΡΕΙΑΣ ΔΙΔΕΙ ΤΗΝ ΕΤΗΣΙΑΝ ΤΟΥ ΜΑΘΗΤΙΚΗΝ ΣΥΝΑΥΛΙΑΝ ΚΥΡΙΑΚΗΝ 30 ΙΟΥΝΙΟΥ ΩΡΑ 7.30 μ.μ. εἰς τὴν ΑΙΘΟΥΣΑΝ τοῦ «ΑΙΣΧΥΛΟΥ» ΕΙΣΟΔΟΣ ΕΛΕΥΘΕΡΑ Ὅλοι οἱ ἐξετάσεις τοῦ Ὠδείου θὰ λάβουν χώραν τὴν 28 Ἰουνίου 1963 εἰς τὰ 24 ἰδίας Αἰθούσης. ΚΑΖΙΝΟ «BLUE PEARL» ΚΑΜΠ ΣΕΖΑΡ ΚΑΘΕ ΒΡΑΔΥ Θ Ρ Ι Α Μ Β Ε Υ Τ Ι Κ Η Ε Π Ι Τ Υ Χ Ι Α ΤΟΥ ΕΛΛΗΝΙΚΟΥ ΜΟΥΣΙΚΟΥ ΣΥΓΚΡΟΤΗΜΑΤΟΣ μὲ τοὺς ΦΡΕΙΔΕΡΙΚΟΣ ΠΟΛΑ ΜΟΡΕΛΙ ΚΑΣΙ ΤΖΑΝΝΕΤ Ι. ΦΡΑΝΤΖΕΣΚΟΣ — Μ. ΙΑΚΩΒΙΔΗΣ ΣΗΜ — ΚΟΥΖΙΝΑ ΕΛΛΗΝΙΚΗ ΜΕ ΤΟΝ ΓΝΩΣΤΟΝ CHEF Κ. ΝΙΚΗ ΕΠΙΛΕΖΟ. Κάθε Κυριακή : Πρωϊνὸν ἀπὸ τὰς 11 μέχρι 2 μ.μ. Τέϊον μετὰ χοροῦ μὲ ἀτραξιὸν εἰς τὰς 6.00 μ.μ. <box>38 54 370 2194</box>
